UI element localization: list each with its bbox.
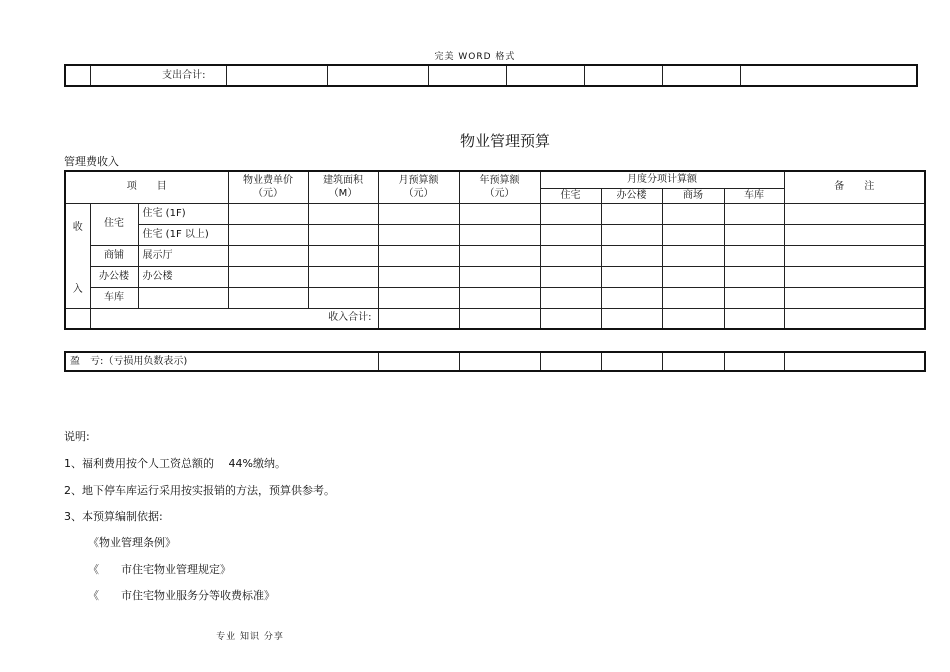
cell (724, 308, 784, 329)
header-area (308, 171, 378, 203)
page-title: 物业管理预算 (459, 132, 550, 150)
cell (662, 203, 724, 224)
header-year (459, 171, 540, 203)
header-sub-mall: 商场 (662, 188, 724, 203)
cell (724, 352, 784, 371)
expense-total-table (64, 64, 918, 87)
cell (784, 266, 925, 287)
cell (601, 352, 662, 371)
cell (540, 266, 601, 287)
side-label-top: 收 (72, 221, 83, 233)
cell (662, 224, 724, 245)
cell (378, 245, 459, 266)
header-remark: 备 注 (784, 171, 925, 203)
expense-total-label: 支出合计: (90, 65, 226, 86)
cell (662, 65, 740, 86)
page-footer: 专业 知识 分享 (216, 632, 284, 642)
header-year-label: 年预算额 (479, 175, 520, 187)
cell (601, 308, 662, 329)
notes-heading: 说明: (64, 430, 90, 443)
header-price-unit: （元） (253, 188, 284, 200)
cell (308, 224, 378, 245)
cell (784, 245, 925, 266)
cell (662, 308, 724, 329)
header-year-unit: （元） (484, 188, 515, 200)
category-cell: 办公楼 (90, 266, 138, 287)
cell (724, 203, 784, 224)
reference-item: 《 市住宅物业服务分等收费标准》 (88, 589, 275, 602)
cell (459, 352, 540, 371)
note-item: 2、地下停车库运行采用按实报销的方法，预算供参考。 (64, 484, 335, 497)
header-price (228, 171, 308, 203)
profit-loss-table (64, 351, 926, 372)
cell (540, 203, 601, 224)
cell (506, 65, 584, 86)
cell (327, 65, 428, 86)
cell (662, 266, 724, 287)
cell (308, 287, 378, 308)
header-sub-residence: 住宅 (540, 188, 601, 203)
reference-item: 《 市住宅物业管理规定》 (88, 563, 231, 576)
side-label-income (65, 203, 90, 308)
cell (724, 224, 784, 245)
cell (784, 352, 925, 371)
section-subtitle: 管理费收入 (64, 155, 119, 168)
header-sub-garage: 车库 (724, 188, 784, 203)
cell (308, 266, 378, 287)
cell (459, 266, 540, 287)
cell (724, 245, 784, 266)
cell (540, 245, 601, 266)
item-cell (138, 287, 228, 308)
item-cell: 住宅 (1F 以上) (138, 224, 228, 245)
cell (784, 224, 925, 245)
cell (378, 266, 459, 287)
cell (378, 224, 459, 245)
cell (459, 203, 540, 224)
cell (228, 287, 308, 308)
cell (740, 65, 917, 86)
category-cell: 车库 (90, 287, 138, 308)
category-cell: 商铺 (90, 245, 138, 266)
cell (228, 266, 308, 287)
header-sub-office: 办公楼 (601, 188, 662, 203)
cell (378, 203, 459, 224)
cell (601, 287, 662, 308)
cell (378, 308, 459, 329)
cell (378, 287, 459, 308)
cell (601, 266, 662, 287)
cell (459, 245, 540, 266)
cell (601, 224, 662, 245)
cell (65, 65, 90, 86)
cell (724, 266, 784, 287)
cell (228, 224, 308, 245)
cell (308, 203, 378, 224)
cell (662, 245, 724, 266)
header-month (378, 171, 459, 203)
side-label-bottom: 入 (72, 283, 83, 295)
cell (428, 65, 506, 86)
cell (228, 203, 308, 224)
cell (540, 224, 601, 245)
reference-item: 《物业管理条例》 (88, 536, 176, 549)
item-cell: 展示厅 (138, 245, 228, 266)
note-item: 3、本预算编制依据: (64, 510, 163, 523)
header-item: 项 目 (65, 171, 228, 203)
item-cell: 住宅 (1F) (138, 203, 228, 224)
cell (662, 287, 724, 308)
cell (459, 308, 540, 329)
cell (226, 65, 327, 86)
item-cell: 办公楼 (138, 266, 228, 287)
category-cell: 住宅 (90, 203, 138, 245)
header-area-unit: （M） (328, 188, 358, 200)
cell (308, 245, 378, 266)
cell (540, 287, 601, 308)
cell (228, 245, 308, 266)
cell (459, 224, 540, 245)
cell (784, 287, 925, 308)
cell (540, 352, 601, 371)
income-total-label: 收入合计: (90, 308, 378, 329)
page-header: 完美 WORD 格式 (434, 52, 516, 62)
budget-table (64, 170, 926, 330)
cell (601, 203, 662, 224)
cell (784, 203, 925, 224)
header-area-label: 建筑面积 (323, 175, 364, 187)
cell (459, 287, 540, 308)
cell (601, 245, 662, 266)
header-monthly-items: 月度分项计算额 (540, 171, 784, 188)
cell (784, 308, 925, 329)
cell (540, 308, 601, 329)
cell (584, 65, 662, 86)
profit-loss-label: 盈 亏:（亏损用负数表示) (65, 352, 378, 371)
header-month-label: 月预算额 (398, 175, 439, 187)
cell (65, 308, 90, 329)
cell (724, 287, 784, 308)
header-price-label: 物业费单价 (243, 175, 294, 187)
cell (378, 352, 459, 371)
note-item: 1、福利费用按个人工资总额的 44%缴纳。 (64, 457, 286, 470)
header-month-unit: （元） (403, 188, 434, 200)
cell (662, 352, 724, 371)
